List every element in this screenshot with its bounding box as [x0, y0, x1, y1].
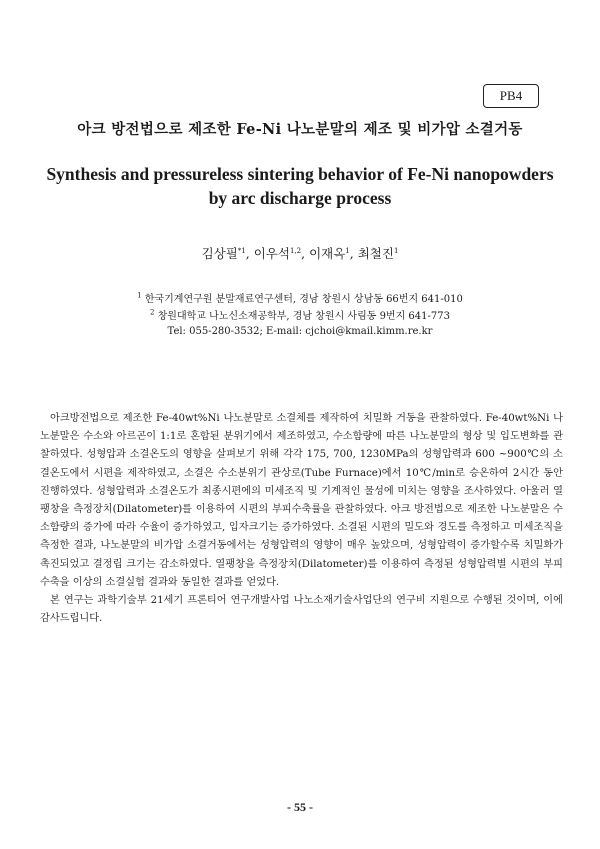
- affiliation-1: [0, 290, 600, 305]
- author-name: 최철진: [357, 246, 394, 261]
- page-number: - 55 -: [287, 800, 313, 814]
- author-name: 이우석: [253, 246, 290, 261]
- contact-info: Tel: 055-280-3532; E-mail: cjchoi@kmail.kimm.re.kr: [167, 326, 433, 337]
- author-name: 이재옥: [309, 246, 346, 261]
- affiliation-text: 한국기계연구원 분말재료연구센터, 경남 창원시 상남동 66번지 641-010: [144, 294, 463, 305]
- abstract-paragraph: 아크방전법으로 제조한 Fe-40wt%Ni 나노분말로 소결체를 제작하여 치밀화 거동을 관찰하였다. Fe-40wt%Ni 나노분말은 수소와 아르곤이 1:1로 혼합된 분위기에서 제조하였고, 수소함량에 따른 나노분말의 형상 및 입도변화를 관찰하였다. 성형압과 소결온도의 영향을 살펴보기 위해 각각 175, 700, 1230MPa의 성형압력과 600 ~900℃의 소결온도에서 시편을 제작하였고, 소결은 수소분위기 관상로(Tube Furnace)에서 10℃/min로 승온하여 2시간 동안 진행하였다. 성형압력과 소결온도가 최종시편에의 미세조직 및 기계적인 물성에 미치는 영향을 조사하였다. 아울러 열팽창을 측정장치(Dilatometer)를 이용하여 시편의 부피수축률을 관찰하였다. 아크 방전법으로 제조한 나노분말은 수소함량의 증가에 따라 수율이 증가하였고, 입자크기는 증가하였다. 소결된 시편의 밀도와 경도를 측정하고 미세조직을 측정한 결과, 나노분말의 비가압 소결거동에서는 성형압력의 영향이 매우 높았으며, 성형압력이 증가할수록 치밀화가 촉진되었고 결정립 크기는 감소하였다. 열팽창을 측정장치(Dilatometer)를 이용하여 측정된 성형압력별 시편의 부피수축을 이상의 소결실험 결과와 동일한 결과를 얻었다.: [40, 413, 563, 588]
- affiliation-superscript: 2: [149, 308, 155, 317]
- affiliation-2: [0, 307, 600, 322]
- affiliation-text: 창원대학교 나노신소재공학부, 경남 창원시 사림동 9번지 641-773: [157, 311, 450, 322]
- author-list: 김상필$^{*1}$, 이우석$^{1,2}$, 이재옥$^1$, 최철진$^1$: [201, 246, 399, 261]
- acknowledgement-paragraph: 본 연구는 과학기술부 21세기 프론티어 연구개발사업 나노소재기술사업단의 연구비 지원으로 수행된 것이며, 이에 감사드립니다.: [40, 595, 563, 625]
- english-title-line-2: by arc discharge process: [208, 188, 392, 208]
- author-superscript: 1: [345, 246, 350, 255]
- author-superscript: *1: [237, 246, 246, 255]
- abstract-body: [40, 410, 563, 628]
- author-name: 김상필: [201, 246, 238, 261]
- author-superscript: 1: [393, 246, 399, 255]
- paper-code-box: PB4: [483, 84, 539, 108]
- affiliation-superscript: 1: [137, 291, 142, 300]
- korean-title: 아크 방전법으로 제조한 Fe-Ni 나노분말의 제조 및 비가압 소결거동: [77, 121, 523, 138]
- english-title-line-1: Synthesis and pressureless sintering behavior of Fe-Ni nanopowders: [46, 164, 554, 184]
- english-title: [40, 162, 560, 210]
- author-superscript: 1,2: [289, 246, 302, 255]
